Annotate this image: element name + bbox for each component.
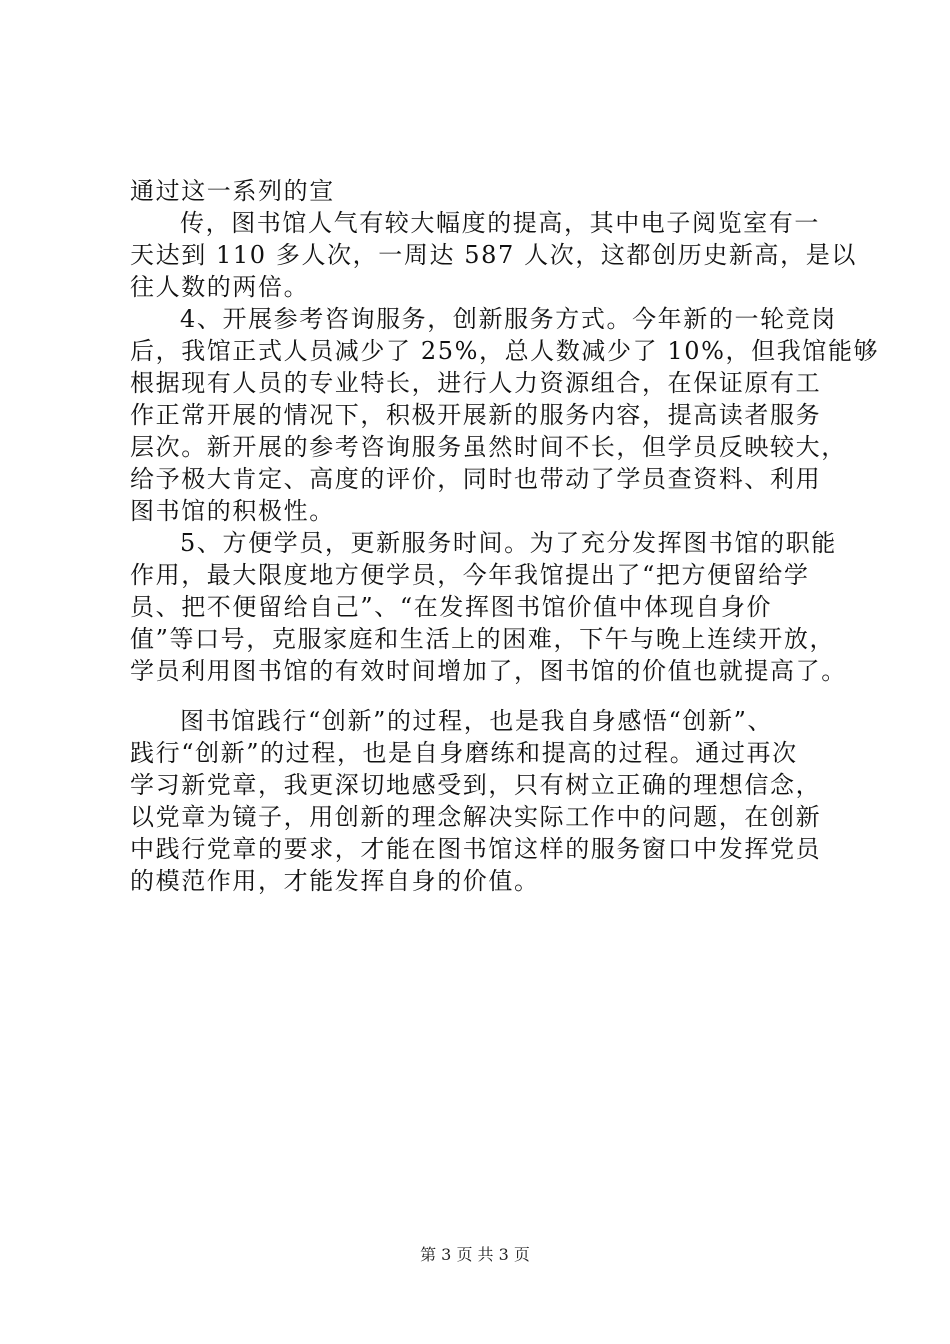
paragraph-line: 学习新党章，我更深切地感受到，只有树立正确的理想信念，	[130, 771, 822, 799]
paragraph-line: 图书馆践行“创新”的过程，也是我自身感悟“创新”、	[180, 707, 774, 735]
paragraph-line: 层次。新开展的参考咨询服务虽然时间不长，但学员反映较大，	[130, 433, 847, 461]
paragraph-line: 践行“创新”的过程，也是自身磨练和提高的过程。通过再次	[130, 739, 798, 767]
paragraph-line: 值”等口号，克服家庭和生活上的困难，下午与晚上连续开放，	[130, 625, 836, 653]
paragraph-line: 以党章为镜子，用创新的理念解决实际工作中的问题，在创新	[130, 803, 822, 831]
paragraph-line: 5、方便学员，更新服务时间。为了充分发挥图书馆的职能	[180, 529, 837, 557]
paragraph-line: 传，图书馆人气有较大幅度的提高，其中电子阅览室有一	[180, 209, 820, 237]
paragraph-line: 往人数的两倍。	[130, 273, 310, 301]
paragraph-line: 作正常开展的情况下，积极开展新的服务内容，提高读者服务	[130, 401, 822, 429]
paragraph-line: 天达到 110 多人次，一周达 587 人次，这都创历史新高，是以	[130, 241, 857, 269]
paragraph-line: 学员利用图书馆的有效时间增加了，图书馆的价值也就提高了。	[130, 657, 847, 685]
paragraph-line: 中践行党章的要求，才能在图书馆这样的服务窗口中发挥党员	[130, 835, 822, 863]
paragraph-line: 后，我馆正式人员减少了 25%，总人数减少了 10%，但我馆能够	[130, 337, 880, 365]
page-number-footer: 第 3 页 共 3 页	[420, 1245, 530, 1264]
paragraph-line: 根据现有人员的专业特长，进行人力资源组合，在保证原有工	[130, 369, 822, 397]
paragraph-line: 的模范作用，才能发挥自身的价值。	[130, 867, 540, 895]
paragraph-line: 给予极大肯定、高度的评价，同时也带动了学员查资料、利用	[130, 465, 822, 493]
paragraph-line: 作用，最大限度地方便学员，今年我馆提出了“把方便留给学	[130, 561, 810, 589]
paragraph-line: 通过这一系列的宣	[130, 177, 335, 205]
paragraph-line: 员、把不便留给自己”、“在发挥图书馆价值中体现自身价	[130, 593, 773, 621]
paragraph-line: 4、开展参考咨询服务，创新服务方式。今年新的一轮竞岗	[180, 305, 837, 333]
paragraph-line: 图书馆的积极性。	[130, 497, 335, 525]
